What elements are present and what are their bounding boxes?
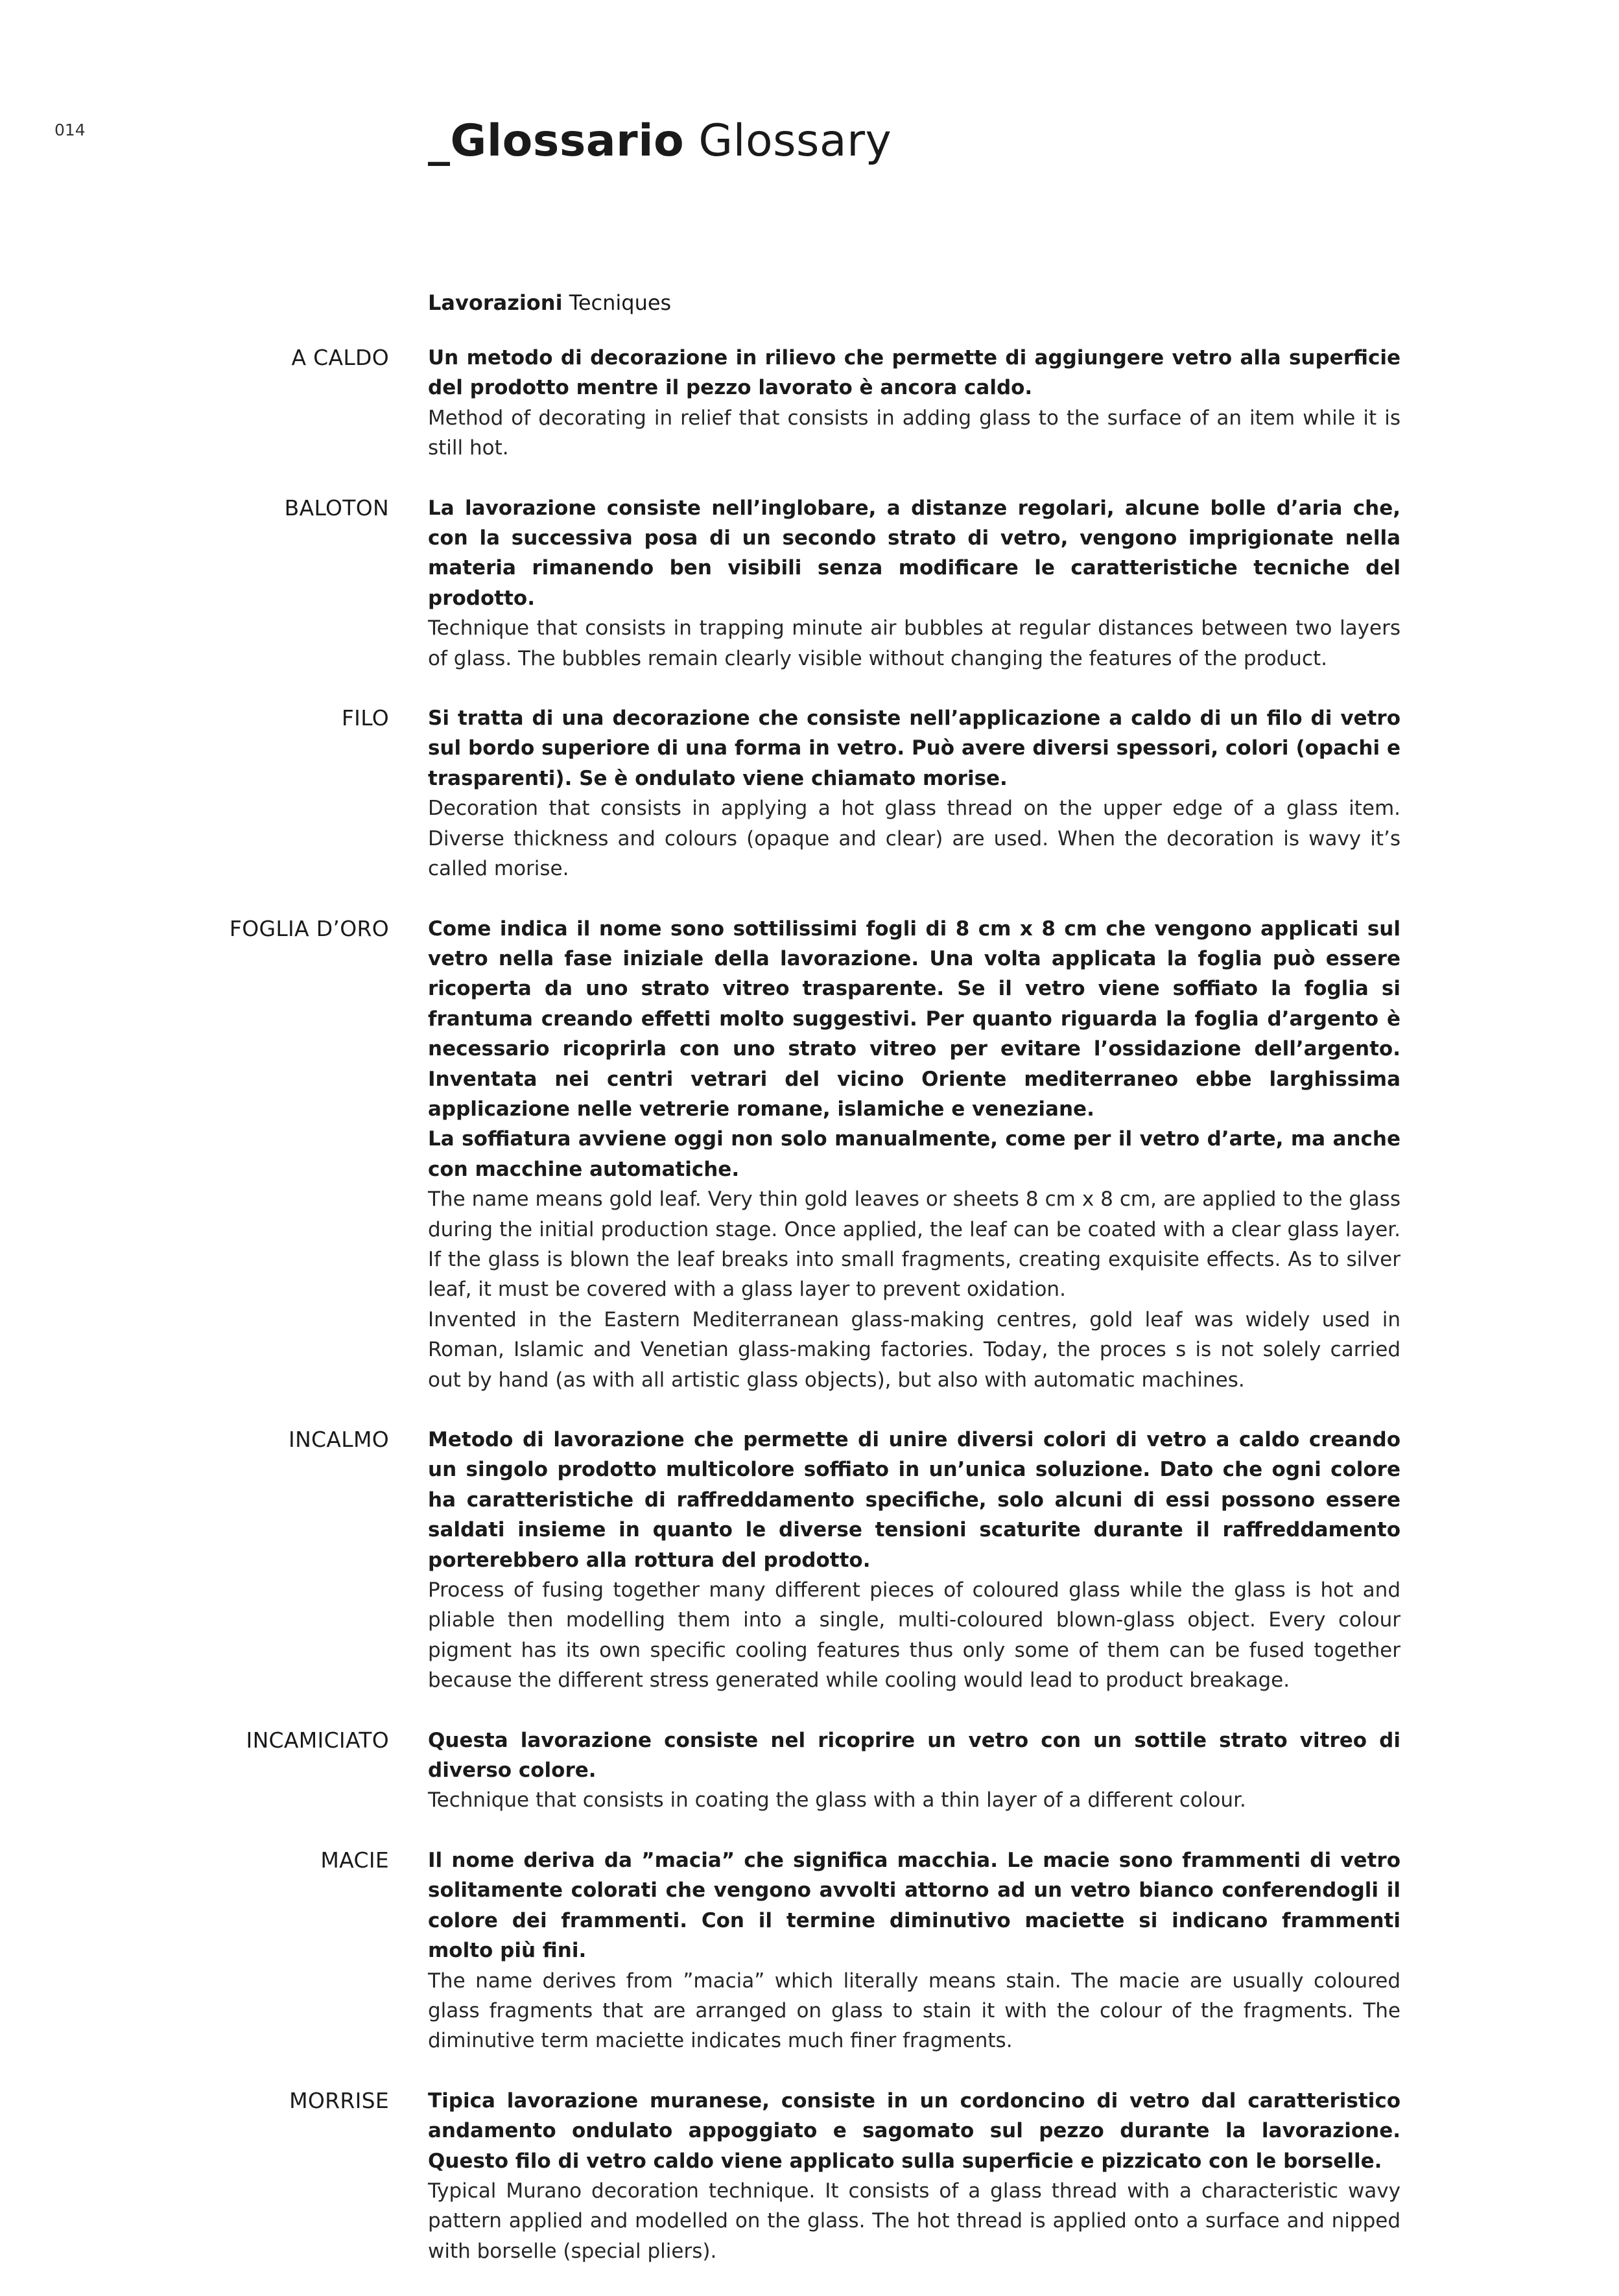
definition-italian: Si tratta di una decorazione che consiste nell’applicazione a caldo di un filo di vetro sul bordo superiore di una forma in vetro. Può avere diversi spessori, colori (opachi e trasparenti). Se è ondulato viene chiamato morise. <box>428 707 1400 790</box>
glossary-entry-macie <box>0 1845 1619 2056</box>
glossary-term: FILO <box>341 705 389 731</box>
glossary-term: BALOTON <box>284 495 389 521</box>
glossary-entry-foglia-doro <box>0 914 1619 1396</box>
definition-italian: Come indica il nome sono sottilissimi fogli di 8 cm x 8 cm che vengono applicati sul vetro nella fase iniziale della lavorazione. Una volta applicata la foglia può essere ricoperta da uno strato vitreo trasparente. Se il vetro viene soffiato la foglia si frantuma creando effetti molto suggestivi. Per quanto riguarda la foglia d’argento è necessario ricoprirla con uno strato vitreo per evitare l’ossidazione dell’argento. Inventata nei centri vetrari del vicino Oriente mediterraneo ebbe larghissima applicazione nelle vetrerie romane, islamiche e veneziane. <box>428 917 1400 1121</box>
definition-italian: Il nome deriva da ”macia” che significa macchia. Le macie sono frammenti di vetro solitamente colorati che vengono avvolti attorno ad un vetro bianco conferendogli il colore dei frammenti. Con il termine diminutivo maciette si indicano frammenti molto più fini. <box>428 1848 1400 1963</box>
glossary-term: INCALMO <box>289 1427 389 1452</box>
glossary-entry-morrise <box>0 2086 1619 2266</box>
glossary-entry-incamiciato <box>0 1726 1619 1816</box>
definition-italian: La soffiatura avviene oggi non solo manualmente, come per il vetro d’arte, ma anche con macchine automatiche. <box>428 1127 1400 1181</box>
definition-italian: La lavorazione consiste nell’inglobare, a distanze regolari, alcune bolle d’aria che, con la successiva posa di un secondo strato di vetro, vengono imprigionate nella materia rimanendo ben visibili senza modificare le caratteristiche tecniche del prodotto. <box>428 496 1400 610</box>
glossary-term: A CALDO <box>291 345 389 370</box>
glossary-definition <box>428 1425 1400 1696</box>
glossary-term: MORRISE <box>289 2087 389 2113</box>
glossary-definition <box>428 1726 1400 1816</box>
glossary-definition <box>428 343 1400 463</box>
glossary-term: FOGLIA D’ORO <box>229 915 389 941</box>
section-heading <box>428 288 671 318</box>
definition-english: Typical Murano decoration technique. It consists of a glass thread with a characteristic wavy pattern applied and modelled on the glass. The hot thread is applied onto a surface and nipped with borselle (special pliers). <box>428 2179 1400 2263</box>
definition-english: Technique that consists in coating the glass with a thin layer of a different colour. <box>428 1788 1246 1812</box>
definition-english: The name derives from ”macia” which literally means stain. The macie are usually coloured glass fragments that are arranged on glass to stain it with the colour of the fragments. The diminutive term maciette indicates much finer fragments. <box>428 1969 1400 2053</box>
glossary-definition <box>428 2086 1400 2266</box>
definition-italian: Un metodo di decorazione in rilievo che permette di aggiungere vetro alla superficie del prodotto mentre il pezzo lavorato è ancora caldo. <box>428 346 1400 400</box>
glossary-definition <box>428 914 1400 1396</box>
glossary-entry-baloton <box>0 493 1619 674</box>
definition-english: Decoration that consists in applying a hot glass thread on the upper edge of a glass item. Diverse thickness and colours (opaque and clear) are used. When the decoration is wavy it’s called morise. <box>428 797 1400 881</box>
glossary-definition <box>428 1845 1400 2056</box>
definition-english: Method of decorating in relief that consists in adding glass to the surface of an item while it is still hot. <box>428 406 1400 460</box>
glossary-term: MACIE <box>320 1847 389 1873</box>
section-label-english: Tecniques <box>569 290 672 315</box>
definition-italian: Tipica lavorazione muranese, consiste in un cordoncino di vetro dal caratteristico andamento ondulato appoggiato e sagomato sul pezzo durante la lavorazione. Questo filo di vetro caldo viene applicato sulla superficie e pizzicato con le borselle. <box>428 2089 1400 2173</box>
title-italian: _Glossario <box>428 115 685 167</box>
definition-english: The name means gold leaf. Very thin gold leaves or sheets 8 cm x 8 cm, are applied to the glass during the initial production stage. Once applied, the leaf can be coated with a clear glass layer. If the glass is blown the leaf breaks into small fragments, creating exquisite effects. As to silver leaf, it must be covered with a glass layer to prevent oxidation. <box>428 1188 1400 1302</box>
glossary-entry-filo <box>0 703 1619 884</box>
page-title <box>428 115 892 167</box>
section-label-italian: Lavorazioni <box>428 290 563 315</box>
definition-english: Technique that consists in trapping minute air bubbles at regular distances between two layers of glass. The bubbles remain clearly visible without changing the features of the product. <box>428 616 1400 670</box>
glossary-term: INCAMICIATO <box>246 1727 389 1753</box>
definition-english: Invented in the Eastern Mediterranean glass-making centres, gold leaf was widely used in Roman, Islamic and Venetian glass-making factories. Today, the proces s is not solely carried out by hand (as with all artistic glass objects), but also with automatic machines. <box>428 1307 1400 1392</box>
glossary-list <box>0 343 1619 2296</box>
definition-english: Process of fusing together many different pieces of coloured glass while the glass is hot and pliable then modelling them into a single, multi-coloured blown-glass object. Every colour pigment has its own specific cooling features thus only some of them can be fused together because the different stress generated while cooling would lead to product breakage. <box>428 1578 1400 1693</box>
page-number: 014 <box>54 121 86 139</box>
definition-italian: Metodo di lavorazione che permette di unire diversi colori di vetro a caldo creando un singolo prodotto multicolore soffiato in un’unica soluzione. Dato che ogni colore ha caratteristiche di raffreddamento specifiche, solo alcuni di essi possono essere saldati insieme in quanto le diverse tensioni scaturite durante il raffreddamento porterebbero alla rottura del prodotto. <box>428 1428 1400 1572</box>
title-english: Glossary <box>698 115 892 167</box>
glossary-definition <box>428 493 1400 674</box>
definition-italian: Questa lavorazione consiste nel ricoprire un vetro con un sottile strato vitreo di diverso colore. <box>428 1728 1400 1783</box>
glossary-entry-incalmo <box>0 1425 1619 1696</box>
glossary-entry-a-caldo <box>0 343 1619 463</box>
glossary-definition <box>428 703 1400 884</box>
